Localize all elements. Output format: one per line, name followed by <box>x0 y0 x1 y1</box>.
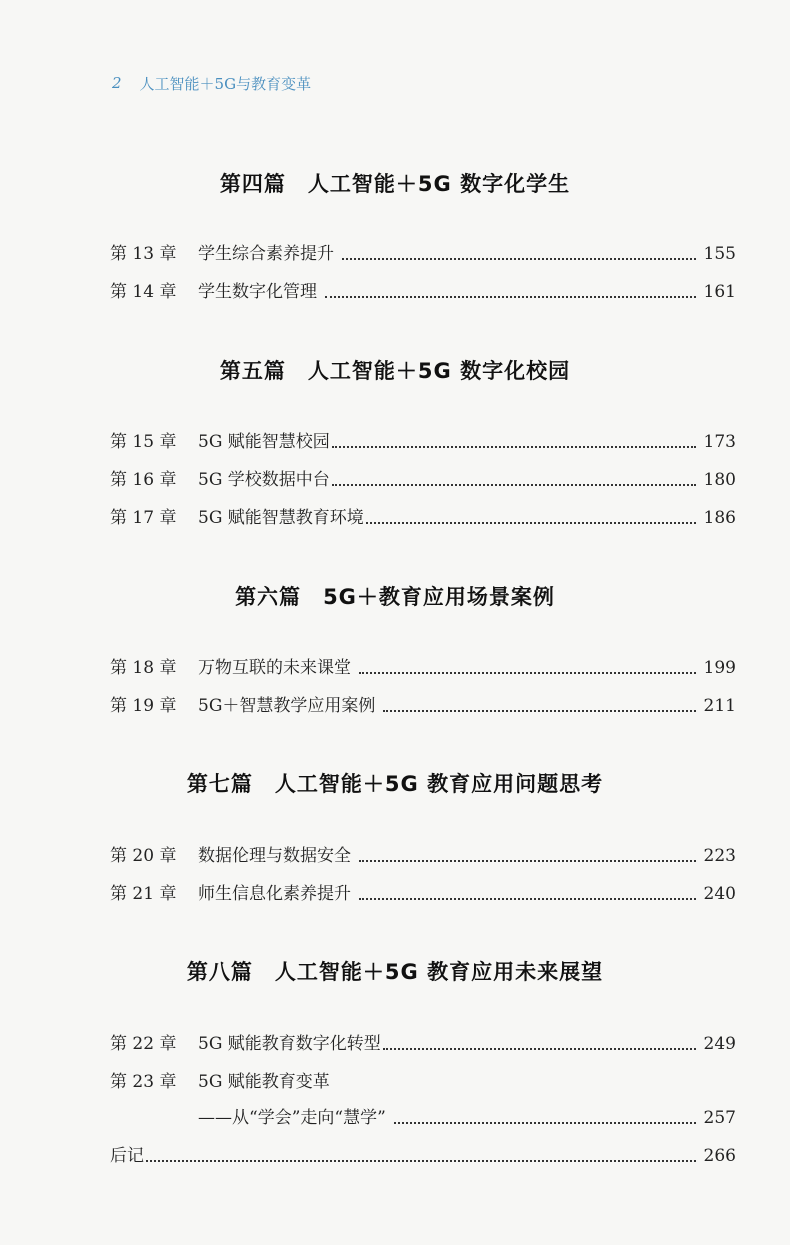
chapter-title: 5G 学校数据中台 <box>198 470 330 490</box>
page-ref: 211 <box>703 696 736 716</box>
toc-entry[interactable] <box>110 655 736 681</box>
leader-dots <box>383 1048 696 1050</box>
page-ref: 199 <box>703 658 736 678</box>
leader-dots <box>359 672 696 674</box>
part-heading <box>0 768 790 798</box>
leader-dots <box>359 898 696 900</box>
part-heading <box>0 956 790 986</box>
toc-entry[interactable] <box>110 429 736 455</box>
toc-entry[interactable] <box>110 1031 736 1057</box>
page-ref: 266 <box>703 1146 736 1166</box>
chapter-title: 5G＋智慧教学应用案例 <box>198 696 376 716</box>
chapter-number: 第 23 章 <box>110 1072 177 1092</box>
leader-dots <box>394 1122 696 1124</box>
chapter-subtitle: ——从“学会”走向“慧学” <box>198 1108 386 1128</box>
chapter-title: 5G 赋能教育变革 <box>198 1072 330 1092</box>
chapter-number: 第 14 章 <box>110 282 177 302</box>
part-label: 第五篇 <box>219 359 286 383</box>
page-ref: 155 <box>703 244 736 264</box>
leader-dots <box>383 710 696 712</box>
part-title: 人工智能＋5G 数字化学生 <box>307 172 571 196</box>
toc-entry[interactable] <box>110 505 736 531</box>
chapter-title: 学生综合素养提升 <box>198 244 334 264</box>
part-title: 5G＋教育应用场景案例 <box>323 585 555 609</box>
page-number: 2 <box>112 74 122 92</box>
toc-entry[interactable] <box>110 467 736 493</box>
toc-entry[interactable] <box>110 881 736 907</box>
chapter-number: 第 17 章 <box>110 508 177 528</box>
chapter-number: 第 15 章 <box>110 432 177 452</box>
toc-entry-subtitle[interactable] <box>110 1105 736 1131</box>
leader-dots <box>146 1160 696 1162</box>
chapter-title: 学生数字化管理 <box>198 282 317 302</box>
part-heading <box>0 168 790 198</box>
page-ref: 257 <box>703 1108 736 1128</box>
running-header <box>112 72 311 94</box>
chapter-number: 第 19 章 <box>110 696 177 716</box>
part-heading <box>0 581 790 611</box>
toc-entry[interactable] <box>110 843 736 869</box>
chapter-title: 5G 赋能智慧校园 <box>198 432 330 452</box>
chapter-number: 第 16 章 <box>110 470 177 490</box>
toc-entry[interactable] <box>110 693 736 719</box>
chapter-number: 第 22 章 <box>110 1034 177 1054</box>
book-title: 人工智能＋5G与教育变革 <box>139 74 312 93</box>
chapter-number: 第 18 章 <box>110 658 177 678</box>
leader-dots <box>325 296 696 298</box>
page-ref: 180 <box>703 470 736 490</box>
part-label: 第四篇 <box>219 172 286 196</box>
part-label: 第八篇 <box>186 960 253 984</box>
part-title: 人工智能＋5G 数字化校园 <box>307 359 571 383</box>
leader-dots <box>342 258 696 260</box>
chapter-title: 数据伦理与数据安全 <box>198 846 351 866</box>
chapter-number: 第 20 章 <box>110 846 177 866</box>
page-ref: 223 <box>703 846 736 866</box>
toc-entry[interactable] <box>110 1069 736 1095</box>
chapter-title: 师生信息化素养提升 <box>198 884 351 904</box>
part-title: 人工智能＋5G 教育应用问题思考 <box>274 772 604 796</box>
chapter-title: 万物互联的未来课堂 <box>198 658 351 678</box>
page-ref: 161 <box>703 282 736 302</box>
part-label: 第七篇 <box>186 772 253 796</box>
toc-entry-afterword[interactable] <box>110 1143 736 1169</box>
leader-dots <box>366 522 696 524</box>
part-label: 第六篇 <box>235 585 302 609</box>
leader-dots <box>332 446 696 448</box>
page-ref: 173 <box>703 432 736 452</box>
afterword-title: 后记 <box>110 1146 144 1166</box>
page-ref: 249 <box>703 1034 736 1054</box>
toc-entry[interactable] <box>110 279 736 305</box>
chapter-title: 5G 赋能教育数字化转型 <box>198 1034 381 1054</box>
part-title: 人工智能＋5G 教育应用未来展望 <box>274 960 604 984</box>
toc-entry[interactable] <box>110 241 736 267</box>
page-ref: 186 <box>703 508 736 528</box>
chapter-number: 第 21 章 <box>110 884 177 904</box>
page-ref: 240 <box>703 884 736 904</box>
part-heading <box>0 355 790 385</box>
leader-dots <box>359 860 696 862</box>
chapter-title: 5G 赋能智慧教育环境 <box>198 508 364 528</box>
leader-dots <box>332 484 696 486</box>
chapter-number: 第 13 章 <box>110 244 177 264</box>
